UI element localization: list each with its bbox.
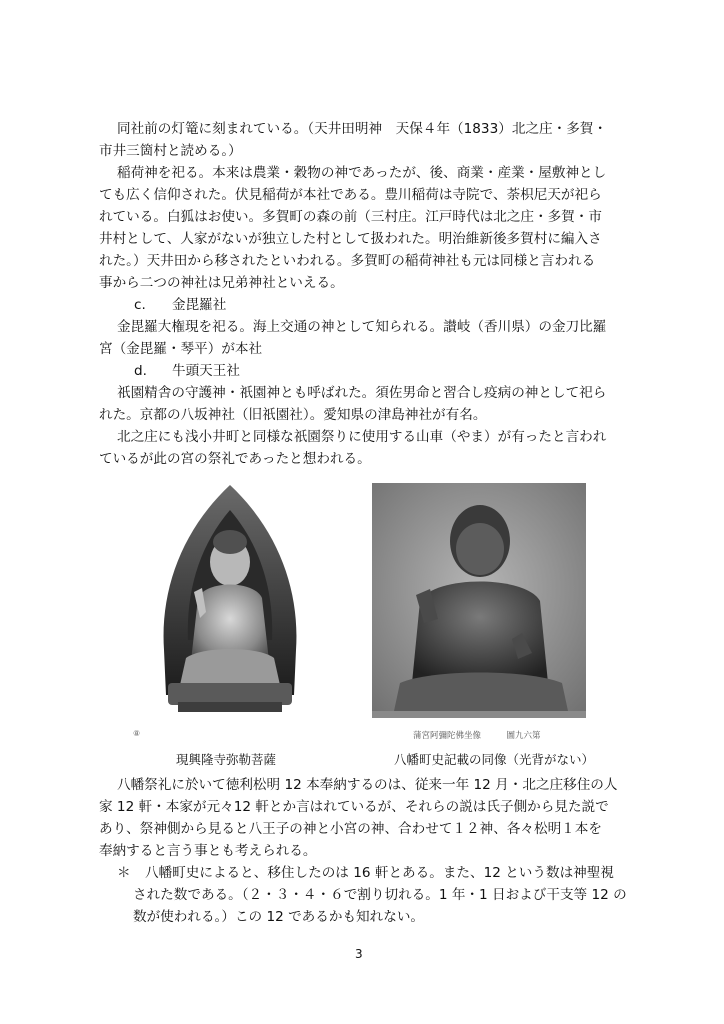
seated-buddha-photo: [372, 483, 586, 718]
paragraph-3-line-1: 八幡祭礼に於いて徳利松明 12 本奉納するのは、従来一年 12 月・北之庄移住の人: [117, 777, 618, 793]
page-number: 3: [355, 947, 363, 961]
note-mark: ＊: [117, 865, 131, 881]
paragraph-2-line-1: 稲荷神を祀る。本来は農業・穀物の神であったが、後、商業・産業・屋敷神とし: [117, 165, 607, 181]
paragraph-2-line-6: 事から二つの神社は兄弟神社といえる。: [99, 275, 344, 291]
note-line-3: 数が使われる。）この 12 であるかも知れない。: [133, 909, 425, 925]
note-line-1: [117, 862, 677, 884]
section-c-title: 金毘羅社: [172, 297, 227, 313]
paragraph-1-line-1: 同社前の灯篭に刻まれている。（天井田明神 天保４年（1833）北之庄・多賀・: [117, 121, 607, 137]
note-text-1: 八幡町史によると、移住したのは 16 軒とある。また、12 という数は神聖視: [145, 865, 614, 881]
paragraph-2-line-2: ても広く信仰された。伏見稲荷が本社である。豊川稲荷は寺院で、荼枳尼天が祀ら: [99, 187, 602, 203]
section-c-heading: [134, 294, 694, 316]
paragraph-3-line-2: 家 12 軒・本家が元々12 軒とか言はれているが、それらの説は氏子側から見た説で: [99, 799, 609, 815]
section-d-line-4: ているが此の宮の祭礼であったと想われる。: [99, 451, 371, 467]
paragraph-3-line-4: 奉納すると言う事とも考えられる。: [99, 843, 317, 859]
paragraph-2-line-4: 井村として、人家がないが独立した村として扱われた。明治維新後多賀村に編入さ: [99, 231, 602, 247]
section-d-line-3: 北之庄にも浅小井町と同様な祇園祭りに使用する山車（やま）が有ったと言われ: [117, 429, 607, 445]
section-c-line-1: 金毘羅大権現を祀る。海上交通の神として知られる。讃岐（香川県）の金刀比羅: [117, 319, 607, 335]
section-d-line-2: れた。京都の八坂神社（旧祇園社）。愛知県の津島神社が有名。: [99, 407, 487, 423]
paragraph-3-line-3: あり、祭神側から見ると八王子の神と小宮の神、合わせて１２神、各々松明１本を: [99, 821, 602, 837]
maitreya-statue-photo: [142, 480, 317, 723]
section-d-line-1: 祇園精舎の守護神・祇園神とも呼ばれた。須佐男命と習合し疫病の神として祀ら: [117, 385, 607, 401]
section-d-heading: [134, 360, 694, 382]
left-figure-number: ⑧: [133, 729, 141, 738]
section-d-mark: d.: [134, 363, 147, 379]
note-line-2: された数である。（２・３・４・６で割り切れる。1 年・1 日および干支等 12 の: [133, 887, 627, 903]
paragraph-2-line-3: れている。白狐はお使い。多賀町の森の前（三村庄。江戸時代は北之庄・多賀・市: [99, 209, 602, 225]
section-c-line-2: 宮（金毘羅・琴平）が本社: [99, 341, 263, 357]
paragraph-2-line-5: れた。）天井田から移されたといわれる。多賀町の稲荷神社も元は同様と言われる: [99, 253, 596, 269]
section-c-mark: c.: [134, 297, 146, 313]
section-d-title: 牛頭天王社: [172, 363, 240, 379]
left-figure-caption: 現興隆寺弥勒菩薩: [176, 752, 277, 767]
paragraph-1-line-2: 市井三箇村と読める。）: [99, 143, 242, 159]
right-figure-plate-label: 蒲宮阿彌陀佛坐像 圖九六第: [413, 731, 541, 741]
right-figure-caption: 八幡町史記載の同像（光背がない）: [394, 752, 595, 767]
